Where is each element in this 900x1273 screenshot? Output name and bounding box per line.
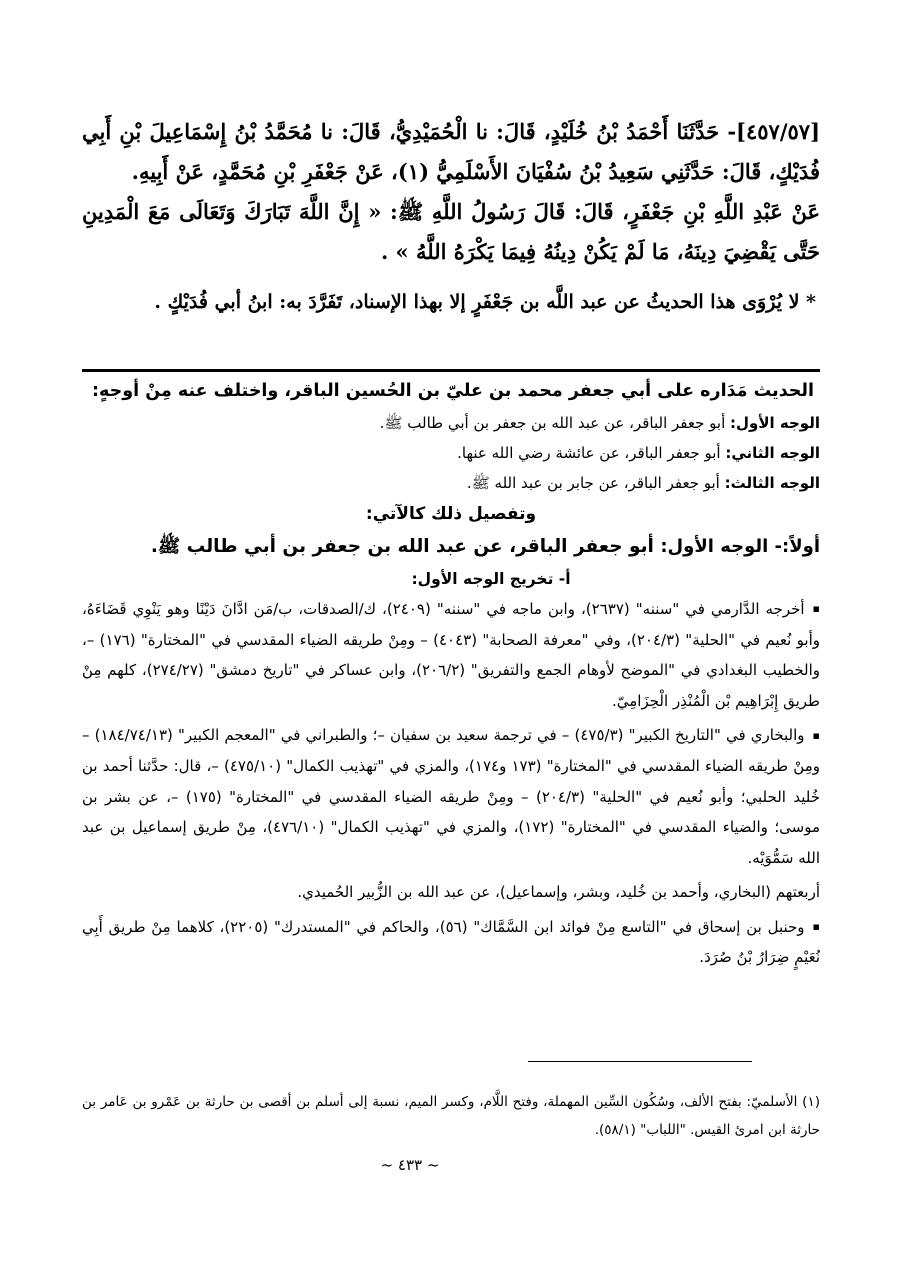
aspect-item <box>82 468 820 498</box>
summary-paragraph <box>82 877 820 908</box>
study-section <box>82 374 820 977</box>
takhrij-heading: أ- تخريج الوجه الأول: <box>411 570 571 588</box>
aspect-label: الوجه الثاني: <box>725 444 820 462</box>
first-aspect-text: أبو جعفر الباقر، عن عبد الله بن جعفر بن أبي طالب ﷺ. <box>150 536 654 557</box>
hadith-section <box>82 112 820 322</box>
hadith-matn: عَنْ عَبْدِ اللَّهِ بْنِ جَعْفَرٍ، قَالَ: قَالَ رَسُولُ اللَّهِ ﷺ: « إِنَّ اللَّهَ تَبَارَكَ وَتَعَالَى مَعَ الْمَدِينِ حَتَّى يَقْضِيَ دِينَهُ، مَا لَمْ يَكُنْ دِينُهُ فِيمَا يَكْرَهُ اللَّهُ » . <box>82 199 820 264</box>
takhrij-paragraph <box>82 720 820 873</box>
first-aspect-heading <box>82 530 820 564</box>
paragraph-text: وحنبل بن إسحاق في "التاسع مِنْ فوائد ابن السَّمَّاك" (٥٦)، والحاكم في "المستدرك" (٢٢٠٥)، كلاهما مِنْ طريق أَبِي نُعَيْمٍ ضِرَارُ بْنُ صُرَدَ. <box>82 917 820 967</box>
bullet-icon: ▪ <box>812 602 821 616</box>
page-number: ~ ٤٣٣ ~ <box>380 1156 440 1174</box>
paragraph-text: والبخاري في "التاريخ الكبير" (٤٧٥/٣) – في ترجمة سعيد بن سفيان –؛ والطبراني في "المعجم الكبير" (١٨٤/٧٤/١٣) – ومِنْ طريقه الضياء المقدسي في "المختارة" (١٧٣ و١٧٤)، والمزي في "تهذيب الكمال" (٤٧٥/١٠) –، قال: حدَّثنا أحمد بن خُليد الحلبي؛ وأبو نُعيم في "الحلية" (٢٠٤/٣) – ومِنْ طريقه الضياء المقدسي في "المختارة" (١٧٥) –، عن بشر بن موسى؛ والضياء المقدسي في "المختارة" (١٧٢)، والمزي في "تهذيب الكمال" (٤٧٦/١٠)، مِنْ طريق إسماعيل بن عبد الله سَمُّوَيْه. <box>82 726 821 867</box>
aspect-item <box>82 408 820 438</box>
takhrij-paragraph <box>82 912 820 973</box>
footnote: (١) الأسلميّ: بفتح الألف، وسُكُون السِّين المهملة، وفتح اللَّام، وكسر الميم، نسبة إلى أسلم بن أقصى بن حارثة بن عَمْرو بن عَامر بن حارثة ابن امرئ القيس. "اللباب" (٥٨/١). <box>82 1094 820 1138</box>
aspect-label: الوجه الثالث: <box>724 474 820 492</box>
aspect-item <box>82 438 820 468</box>
paragraph-text: أخرجه الدَّارمي في "سننه" (٢٦٣٧)، وابن ماجه في "سننه" (٢٤٠٩)، ك/الصدقات، ب/مَن ادَّانَ دَيْنًا وهو يَنْوِي قَضَاءَهُ، وأبو نُعيم في "الحلية" (٢٠٤/٣)، وفي "معرفة الصحابة" (٤٠٤٣) – ومِنْ طريقه الضياء المقدسي في "المختارة" (١٧٦) –، والخطيب البغدادي في "الموضح لأوهام الجمع والتفريق" (٢٠٦/٢)، وابن عساكر في "تاريخ دمشق" (٢٧٤/٢٧)، كلهم مِنْ طريق إِبْرَاهِيم بْن الْمُنْذِر الْحِزَامِيّ. <box>82 600 821 710</box>
section-divider <box>82 369 820 372</box>
takhrij-paragraph <box>82 594 820 716</box>
aspect-text: أبو جعفر الباقر، عن جابر بن عبد الله ﷺ. <box>466 474 720 492</box>
hadith-remark: * لا يُرْوَى هذا الحديثُ عن عبد اللَّه بن جَعْفَرٍ إلا بهذا الإسناد، تَفَرَّدَ به: ابنُ أبي فُدَيْكٍ . <box>154 291 816 313</box>
details-heading: وتفصيل ذلك كالآتي: <box>365 504 537 524</box>
bullet-icon: ▪ <box>812 728 821 742</box>
aspect-label: الوجه الأول: <box>730 414 820 432</box>
first-aspect-label: أولاً:- الوجه الأول: <box>660 536 820 557</box>
hadith-isnad: [٤٥٧/٥٧]- حَدَّثَنَا أَحْمَدُ بْنُ خُلَيْدٍ، قَالَ: نا الْحُمَيْدِيُّ، قَالَ: نا مُحَمَّدُ بْنُ إِسْمَاعِيلَ بْنِ أَبِي فُدَيْكٍ، قَالَ: حَدَّثَنِي سَعِيدُ بْنُ سُفْيَانَ الأَسْلَمِيُّ (١)، عَنْ جَعْفَرِ بْنِ مُحَمَّدٍ، عَنْ أَبِيهِ. <box>82 119 820 184</box>
bullet-icon: ▪ <box>812 919 820 933</box>
footnote-divider <box>528 1061 752 1062</box>
aspect-text: أبو جعفر الباقر، عن عبد الله بن جعفر بن أبي طالب ﷺ. <box>379 414 726 432</box>
aspect-text: أبو جعفر الباقر، عن عائشة رضي الله عنها. <box>457 444 721 462</box>
study-heading: الحديث مَدَاره على أبي جعفر محمد بن عليّ بن الحُسين الباقر، واختلف عنه مِنْ أوجهٍ: <box>92 381 814 401</box>
paragraph-text: أربعتهم (البخاري، وأحمد بن خُليد، وبشر، وإسماعيل)، عن عبد الله بن الزُّبير الحُميدي. <box>297 883 820 901</box>
